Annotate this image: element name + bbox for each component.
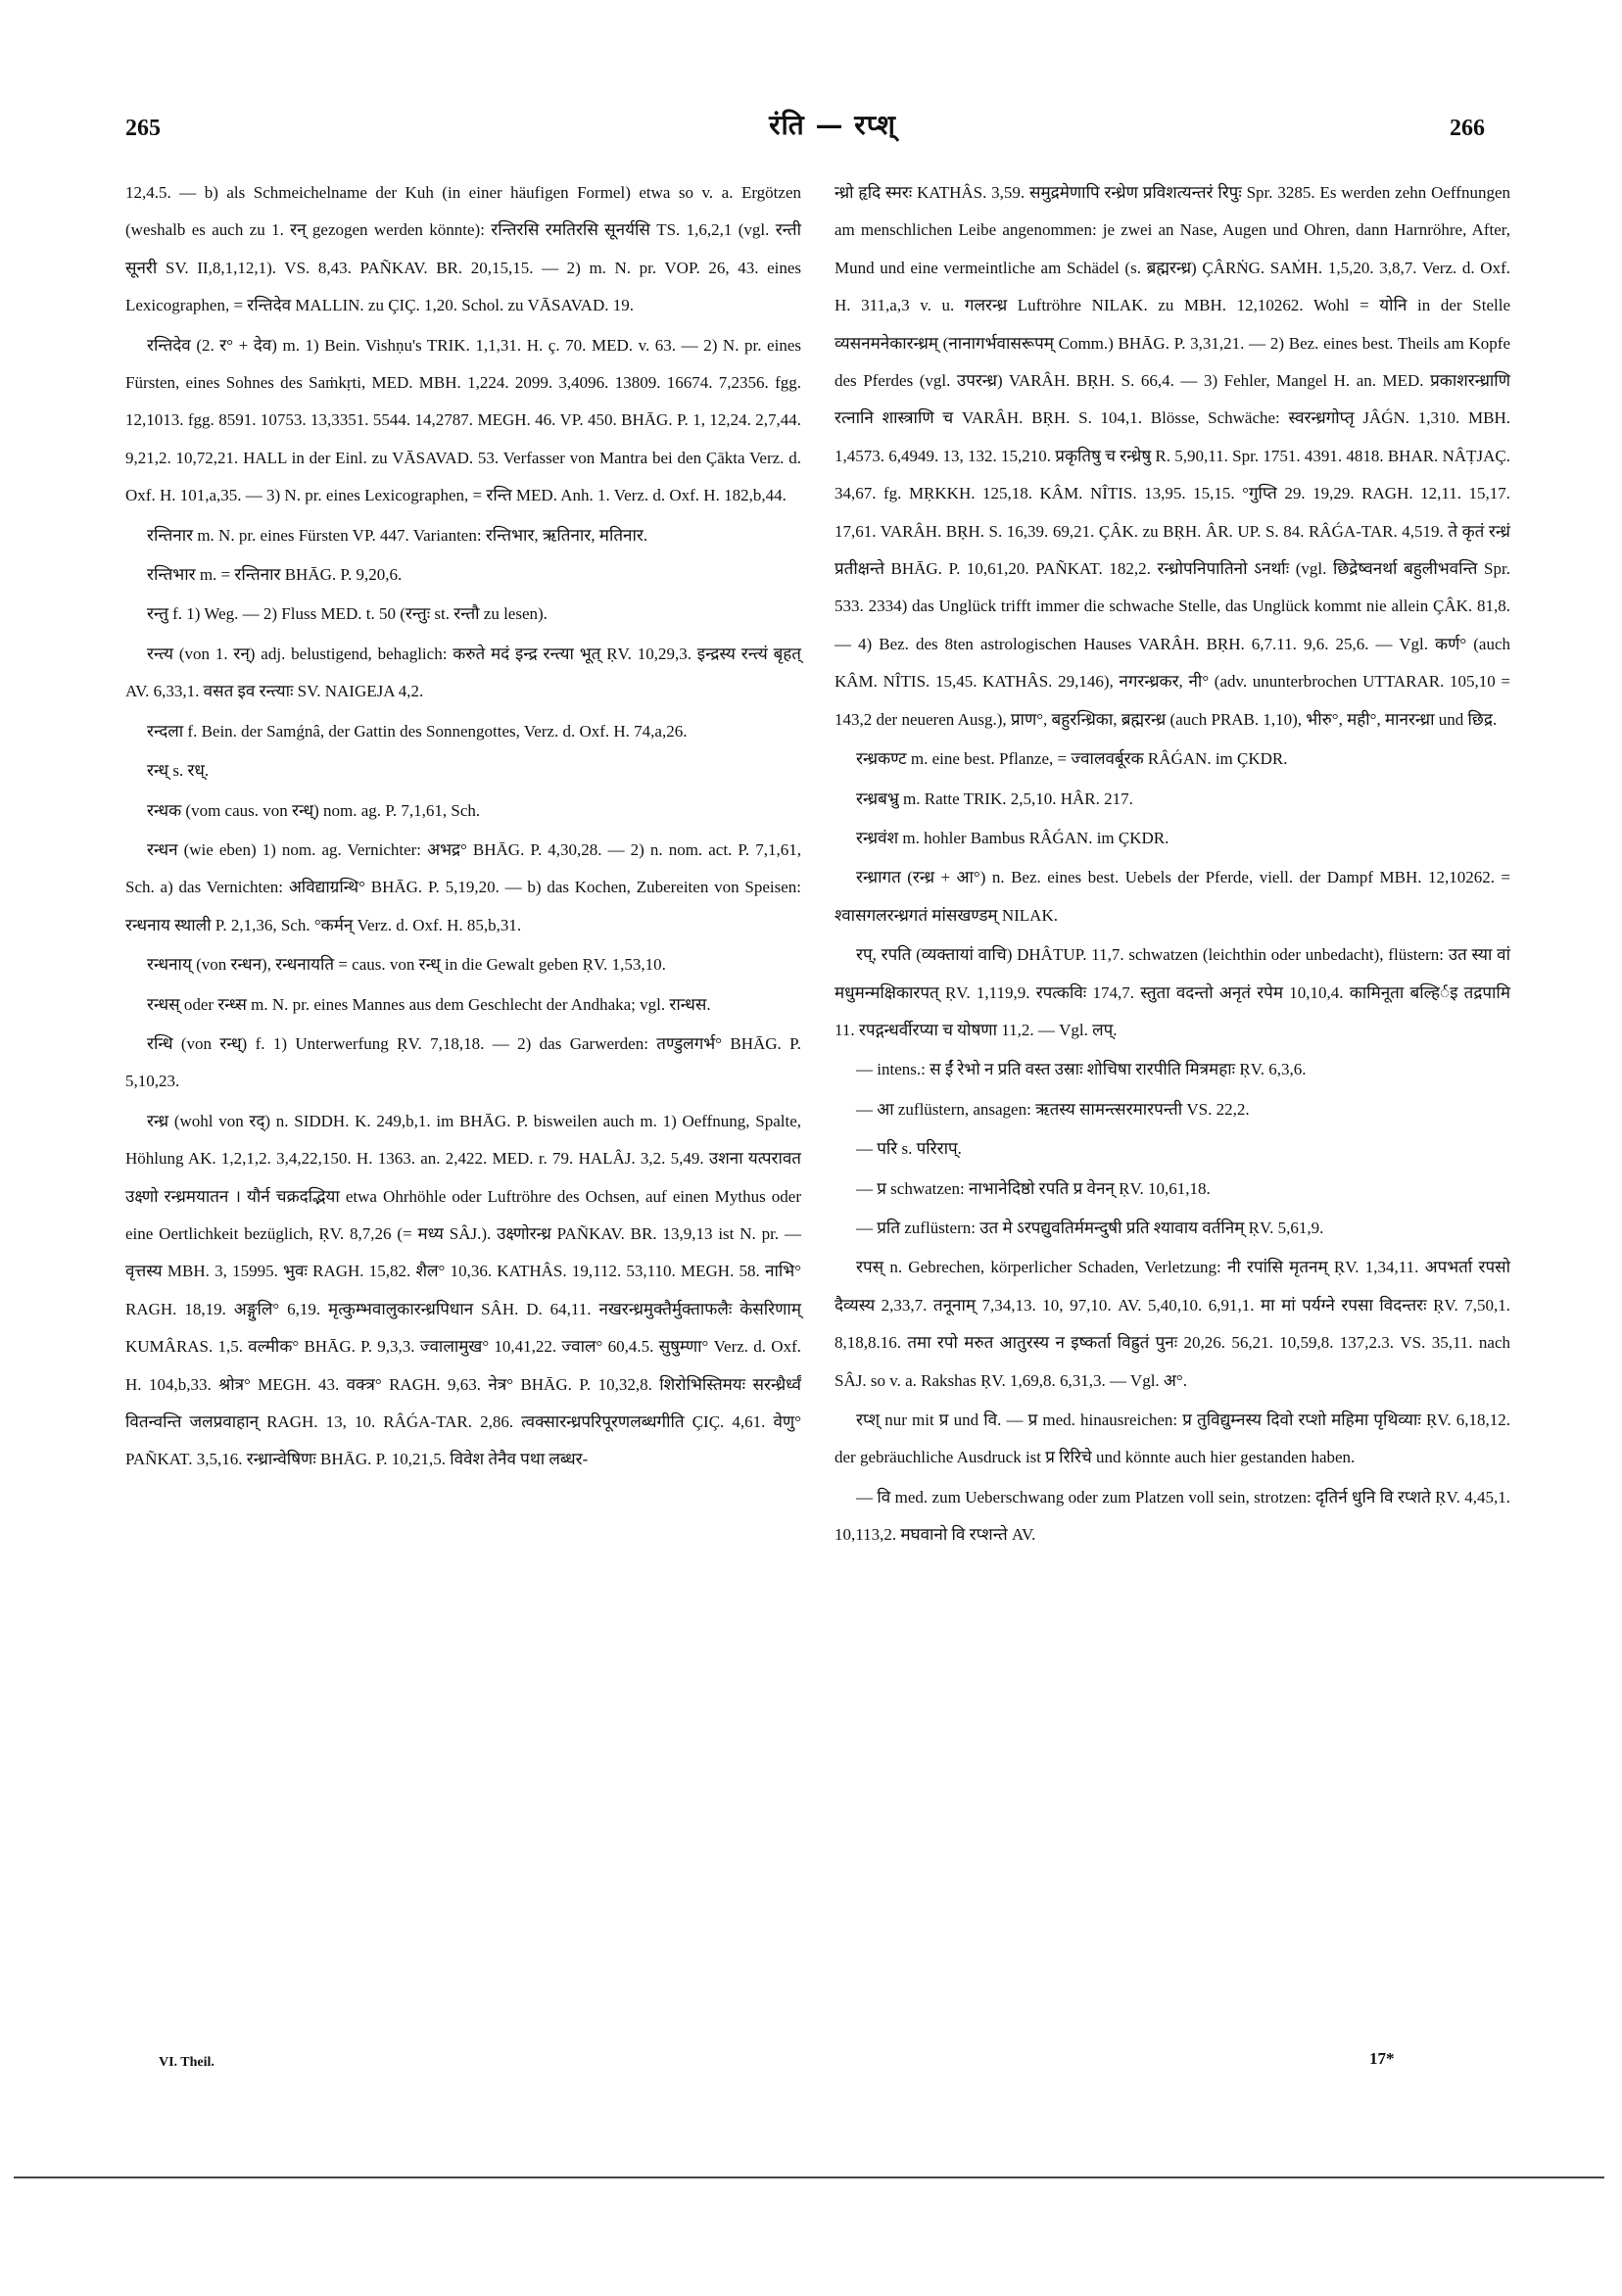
right-column	[835, 174, 1510, 1556]
dictionary-entry: रन्तिनार m. N. pr. eines Fürsten VP. 447. Varianten: रन्तिभार, ऋतिनार, मतिनार.	[147, 525, 648, 545]
dictionary-entry: रन्ध्रवंश m. hohler Bambus RÂǴAN. im ÇKDR.	[856, 828, 1169, 847]
dictionary-entry: रपस् n. Gebrechen, körperlicher Schaden, Verletzung: नी रपांसि मृतनम् ṚV. 1,34,11. अपभर्ता रपसो दैव्यस्य 2,33,7. तनूनाम् 7,34,13. 10, 97,10. AV. 5,40,10. 6,91,1. मा मां पर्यग्ने रपसा विदन्तरः ṚV. 7,50,1. 8,18,8.16. तमा रपो मरुत आतुरस्य न इष्कर्ता विह्रुतं पुनः 20,26. 56,21. 10,59,8. 137,2.3. VS. 35,11. nach SÂJ. so v. a. Rakshas ṚV. 1,69,8. 6,31,3. — Vgl. अ°.	[835, 1258, 1510, 1390]
dictionary-entry: न्ध्रो हृदि स्मरः KATHÂS. 3,59. समुद्रमेणापि रन्ध्रेण प्रविशत्यन्तरं रिपुः Spr. 3285. Es werden zehn Oeffnungen am menschlichen Leibe angenommen: je zwei an Nase, Augen und Ohren, dann Harnröhre, After, Mund und eine vermeintliche am Schädel (s. ब्रह्मरन्ध्र) ÇÂRṄG. SAṀH. 1,5,20. 3,8,7. Verz. d. Oxf. H. 311,a,3 v. u. गलरन्ध्र Luftröhre NILAK. zu MBH. 12,10262. Wohl = योनि in der Stelle व्यसनमनेकारन्ध्रम् (नानागर्भवासरूपम् Comm.) BHĀG. P. 3,31,21. — 2) Bez. eines best. Theils am Kopfe des Pferdes (vgl. उपरन्ध्र) VARÂH. BṚH. S. 66,4. — 3) Fehler, Mangel H. an. MED. प्रकाशरन्ध्राणि रत्नानि शास्त्राणि च VARÂH. BṚH. S. 104,1. Blösse, Schwäche: स्वरन्ध्रगोप्तृ JÂǴN. 1,310. MBH. 1,4573. 6,4949. 13, 132. 15,210. प्रकृतिषु च रन्ध्रेषु R. 5,90,11. Spr. 1751. 4391. 4818. BHAR. NÂṬJAÇ. 34,67. fg. MṚKKH. 125,18. KÂM. NÎTIS. 13,95. 15,15. °गुप्ति 29. 19,29. RAGH. 12,11. 15,17. 17,61. VARÂH. BṚH. S. 16,39. 69,21. ÇÂK. zu BṚH. ÂR. UP. S. 84. RÂǴA-TAR. 4,519. ते कृतं रन्ध्रं प्रतीक्षन्ते BHĀG. P. 10,61,20. PAÑKAT. 182,2. रन्ध्रोपनिपातिनो ऽनर्थाः (vgl. छिद्रेष्वनर्था बहुलीभवन्ति Spr. 533. 2334) das Unglück trifft immer die schwache Stelle, das Unglück kommt nie allein ÇÂK. 81,8. — 4) Bez. des 8ten astrologischen Hauses VARÂH. BṚH. 6,7.11. 9,6. 25,6. — Vgl. कर्ण° (auch KÂM. NÎTIS. 15,45. KATHÂS. 29,146), नगरन्ध्रकर, नी° (adv. ununterbrochen UTTARAR. 105,10 = 143,2 der neueren Ausg.), प्राण°, बहुरन्ध्रिका, ब्रह्मरन्ध्र (auch PRAB. 1,10), भीरु°, मही°, मानरन्ध्रा und छिद्र.	[835, 183, 1510, 729]
page-number-left: 265	[125, 116, 161, 141]
dictionary-entry: रप्श् nur mit प्र und वि. — प्र med. hinausreichen: प्र तुविद्युम्नस्य दिवो रप्शो महिमा पृथिव्याः ṚV. 6,18,12. der gebräuchliche Ausdruck ist प्र रिरिचे und könnte auch hier gestanden haben.	[835, 1411, 1510, 1467]
dictionary-entry: — प्र schwatzen: नाभानेदिष्ठो रपति प्र वेनन् ṚV. 10,61,18.	[856, 1178, 1211, 1198]
dictionary-entry: रन्धि (von रन्ध्) f. 1) Unterwerfung ṚV. 7,18,18. — 2) das Garwerden: तण्डुलगर्भ° BHĀG. P. 5,10,23.	[125, 1033, 801, 1091]
dictionary-entry: — परि s. परिराप्.	[856, 1139, 962, 1159]
dictionary-entry: — प्रति zuflüstern: उत मे ऽरपद्युवतिर्ममन्दुषी प्रति श्यावाय वर्तनिम् ṚV. 5,61,9.	[856, 1218, 1324, 1237]
dictionary-entry: रन्धनाय् (von रन्धन), रन्धनायति = caus. von रन्ध् in die Gewalt geben ṚV. 1,53,10.	[147, 955, 666, 975]
dictionary-entry: — intens.: स ईं रेभो न प्रति वस्त उस्राः शोचिषा रारपीति मित्रमहाः ṚV. 6,3,6.	[856, 1060, 1307, 1079]
dictionary-entry: रन्धक (vom caus. von रन्ध्) nom. ag. P. 7,1,61, Sch.	[147, 800, 481, 820]
dictionary-entry: — आ zuflüstern, ansagen: ऋतस्य सामन्त्सरमारपन्ती VS. 22,2.	[856, 1099, 1250, 1119]
dictionary-entry: रन्तु f. 1) Weg. — 2) Fluss MED. t. 50 (रन्तुः st. रन्तौ zu lesen).	[147, 604, 548, 624]
dictionary-entry: रन्ध्रबभ्रु m. Ratte TRIK. 2,5,10. HÂR. 217.	[856, 789, 1133, 808]
dictionary-entry: रन्धन (wie eben) 1) nom. ag. Vernichter: अभद्र° BHĀG. P. 4,30,28. — 2) n. nom. act. P. 7,1,61, Sch. a) das Vernichten: अविद्याग्रन्थि° BHĀG. P. 5,19,20. — b) das Kochen, Zubereiten von Speisen: रन्धनाय स्थाली P. 2,1,36, Sch. °कर्मन् Verz. d. Oxf. H. 85,b,31.	[125, 839, 801, 934]
dictionary-entry: रन्तिभार m. = रन्तिनार BHĀG. P. 9,20,6.	[147, 565, 403, 585]
page-number-right: 266	[1450, 116, 1485, 141]
signature-mark: 17*	[1369, 2049, 1395, 2068]
dictionary-entry: रन्ध्रागत (रन्ध्र + आ°) n. Bez. eines best. Uebels der Pferde, viell. der Dampf MBH. 12,10262. = श्वासगलरन्ध्रगतं मांसखण्डम् NILAK.	[835, 868, 1510, 925]
dictionary-entry: — वि med. zum Ueberschwang oder zum Platzen voll sein, strotzen: दृतिर्न धुनि वि रप्शते ṚV. 4,45,1. 10,113,2. मघवानो वि रप्शन्ते AV.	[835, 1487, 1510, 1545]
dictionary-entry: रन्ध्रकण्ट m. eine best. Pflanze, = ज्वालवर्बूरक RÂǴAN. im ÇKDR.	[856, 749, 1288, 769]
left-column	[125, 174, 801, 1481]
dictionary-entry: रन्ध्र (wohl von रद्) n. SIDDH. K. 249,b,1. im BHĀG. P. bisweilen auch m. 1) Oeffnung, Spalte, Höhlung AK. 1,2,1,2. 3,4,22,150. H. 1363. an. 2,422. MED. r. 79. HALÂJ. 3,2. 5,49. उशना यत्परावत उक्ष्णो रन्ध्रमयातन । यौर्न चक्रदद्भिया etwa Ohrhöhle oder Luftröhre des Ochsen, auf einen Mythus oder eine Oertlichkeit bezüglich, ṚV. 8,7,26 (= मध्य SÂJ.). उक्ष्णोरन्ध्र PAÑKAV. BR. 13,9,13 ist N. pr. — वृत्तस्य MBH. 3, 15995. भुवः RAGH. 15,82. शैल° 10,36. KATHÂS. 19,112. 53,110. MEGH. 58. नाभि° RAGH. 18,19. अङ्गुलि° 6,19. मृत्कुम्भवालुकारन्ध्रपिधान SÂH. D. 64,11. नखरन्ध्रमुक्तैर्मुक्ताफलैः केसरिणाम् KUMÂRAS. 1,5. वल्मीक° BHĀG. P. 9,3,3. ज्वालामुख° 10,41,22. ज्वाल° 60,4.5. सुषुम्णा° Verz. d. Oxf. H. 104,b,33. श्रोत्र° MEGH. 43. वक्त्र° RAGH. 9,63. नेत्र° BHĀG. P. 10,32,8. शिरोभिस्तिमयः सरन्ध्रैर्ध्वं वितन्वन्ति जलप्रवाहान् RAGH. 13, 10. RÂǴA-TAR. 2,86. त्वक्सारन्ध्रपरिपूरणलब्धगीति ÇIÇ. 4,61. वेणु° PAÑKAT. 3,5,16. रन्ध्रान्वेषिणः BHĀG. P. 10,21,5. विवेश तेनैव पथा लब्धर-	[125, 1111, 801, 1469]
dictionary-entry: 12,4.5. — b) als Schmeichelname der Kuh (in einer häufigen Formel) etwa so v. a. Ergötzen (weshalb es auch zu 1. रन् gezogen werden könnte): रन्तिरसि रमतिरसि सूनर्यसि TS. 1,6,2,1 (vgl. रन्ती सूनरी SV. II,8,1,12,1). VS. 8,43. PAÑKAV. BR. 20,15,15. — 2) m. N. pr. VOP. 26, 43. eines Lexicographen, = रन्तिदेव MALLIN. zu ÇIÇ. 1,20. Schol. zu VĀSAVAD. 19.	[125, 183, 801, 315]
dictionary-entry: रप्, रपति (व्यक्तायां वाचि) DHÂTUP. 11,7. schwatzen (leichthin oder unbedacht), flüstern: उत स्या वां मधुमन्मक्षिकारपत् ṚV. 1,119,9. रपत्कविः 174,7. स्तुता वदन्तो अनृतं रपेम 10,10,4. कामिनूता बल्हिर्इ तद्रपामि 11. रपद्गन्धर्वीरप्या च योषणा 11,2. — Vgl. लप्.	[835, 945, 1510, 1039]
volume-footer: VI. Theil.	[159, 2055, 215, 2070]
dictionary-entry: रन्धस् oder रन्ध्स m. N. pr. eines Mannes aus dem Geschlecht der Andhaka; vgl. रान्धस.	[147, 994, 711, 1014]
dictionary-entry: रन्तिदेव (2. र° + देव) m. 1) Bein. Vishṇu's TRIK. 1,1,31. H. ç. 70. MED. v. 63. — 2) N. pr. eines Fürsten, eines Sohnes des Saṁkṛti, MED. MBH. 1,224. 2099. 3,4096. 13809. 16674. 7,2356. fgg. 12,1013. fgg. 8591. 10753. 13,3351. 5544. 14,2787. MEGH. 46. VP. 450. BHĀG. P. 1, 12,24. 2,7,44. 9,21,2. 10,72,21. HALL in der Einl. zu VĀSAVAD. 53. Verfasser von Mantra bei den Çākta Verz. d. Oxf. H. 101,a,35. — 3) N. pr. eines Lexicographen, = रन्ति MED. Anh. 1. Verz. d. Oxf. H. 182,b,44.	[125, 335, 801, 505]
bottom-rule	[14, 2176, 1604, 2178]
dictionary-entry: रन्ध् s. रध्.	[147, 761, 210, 781]
dictionary-entry: रन्त्य (von 1. रन्) adj. belustigend, behaglich: करुते मदं इन्द्र रन्त्या भूत् ṚV. 10,29,3. इन्द्रस्य रन्त्यं बृहत् AV. 6,33,1. वसत इव रन्त्याः SV. NAIGEJA 4,2.	[125, 644, 801, 701]
running-head: रंति — रप्श्	[769, 109, 896, 141]
dictionary-entry: रन्दला f. Bein. der Samǵnâ, der Gattin des Sonnengottes, Verz. d. Oxf. H. 74,a,26.	[147, 721, 688, 741]
